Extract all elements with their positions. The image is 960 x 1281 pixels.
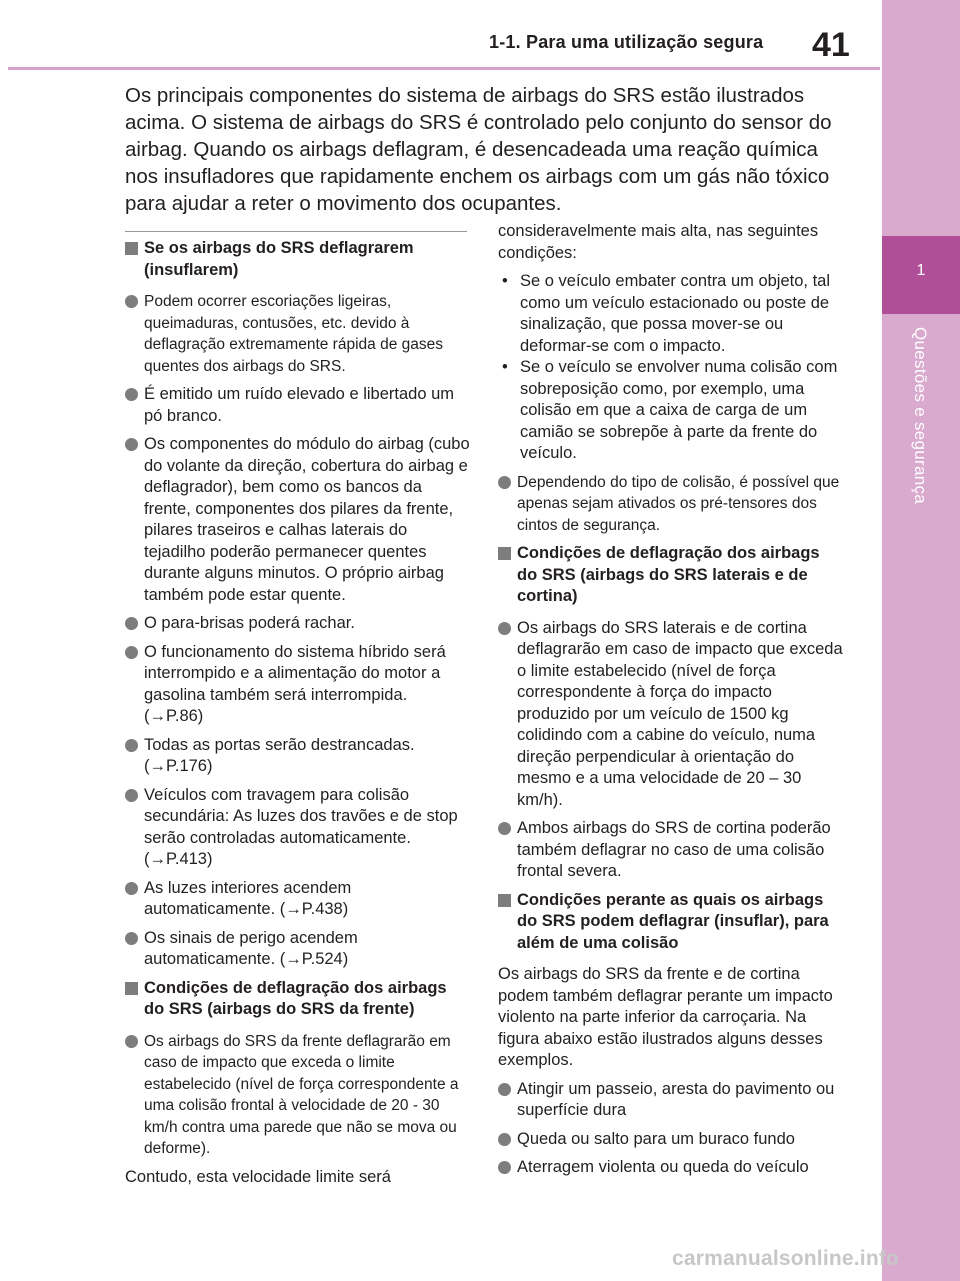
bullet-item: As luzes interiores acendem automaticamente. (→P.438) [125,878,470,921]
bullet-item: Dependendo do tipo de colisão, é possível que apenas sejam ativados os pré-tensores dos cintos de segurança. [498,472,843,537]
section-heading: Se os airbags do SRS deflagrarem (insuflarem) [125,238,470,281]
header-divider [8,67,880,70]
bullet-item: Os sinais de perigo acendem automaticamente. (→P.524) [125,928,470,971]
bullet-item: O funcionamento do sistema híbrido será interrompido e a alimentação do motor a gasolina também será interrompida. (→P.86) [125,642,470,728]
column-divider [125,231,467,232]
bullet-item: Ambos airbags do SRS de cortina poderão também deflagrar no caso de uma colisão frontal severa. [498,818,843,883]
section-heading: Condições de deflagração dos airbags do SRS (airbags do SRS laterais e de cortina) [498,543,843,608]
bullet-item: É emitido um ruído elevado e libertado um pó branco. [125,384,470,427]
dot-item: • Se o veículo embater contra um objeto, tal como um veículo estacionado ou poste de sinalização, que possa mover-se ou deformar-se com o impacto. [498,271,843,357]
section-heading: Condições de deflagração dos airbags do SRS (airbags do SRS da frente) [125,978,470,1021]
bullet-item: Atingir um passeio, aresta do pavimento ou superfície dura [498,1079,843,1122]
bullet-item: Os airbags do SRS laterais e de cortina deflagrarão em caso de impacto que exceda o limite estabelecido (nível de força correspondente à força do impacto produzido por um veículo de 1500 kg colidindo com a cabine do veículo, numa direção perpendicular à orientação do mesmo e a uma velocidade de 20 – 30 km/h). [498,618,843,812]
left-column [125,238,470,1195]
bullet-item: Os componentes do módulo do airbag (cubo do volante da direção, cobertura do airbag e deflagrador), bem como os bancos da frente, componentes dos pilares da frente, pilares traseiros e calhas laterais do tejadilho poderão permanecer quentes durante alguns minutos. O próprio airbag também pode estar quente. [125,434,470,606]
section-heading: Condições perante as quais os airbags do SRS podem deflagrar (insuflar), para além de uma colisão [498,890,843,955]
bullet-item: Aterragem violenta ou queda do veículo [498,1157,843,1179]
right-column [498,221,843,1186]
chapter-side-tab [882,0,960,1281]
body-paragraph: Contudo, esta velocidade limite será [125,1167,391,1186]
body-paragraph: consideravelmente mais alta, nas seguintes condições: [498,222,819,262]
chapter-label: Questões e segurança [911,327,930,505]
dot-item: • Se o veículo se envolver numa colisão com sobreposição como, por exemplo, uma colisão em que a caixa de carga de um camião se sobrepõe à parte da frente do veículo. [498,357,843,465]
body-paragraph: Os airbags do SRS da frente e de cortina podem também deflagrar perante um impacto violento na parte inferior da carroçaria. Na figura abaixo estão ilustrados alguns desses exemplos. [498,965,833,1069]
bullet-item: O para-brisas poderá rachar. [125,613,470,635]
watermark-text: carmanualsonline.info [672,1247,900,1270]
page-number: 41 [812,26,850,64]
chapter-number: 1 [916,262,926,279]
section-title: 1-1. Para uma utilização segura [489,32,764,52]
bullet-item: Podem ocorrer escoriações ligeiras, queimaduras, contusões, etc. devido à deflagração extremamente rápida de gases quentes dos airbags do SRS. [125,291,470,377]
bullet-item: Os airbags do SRS da frente deflagrarão em caso de impacto que exceda o limite estabelecido (nível de força correspondente a uma colisão frontal à velocidade de 20 - 30 km/h contra uma parede que não se mova ou deforme). [125,1031,470,1160]
bullet-item: Veículos com travagem para colisão secundária: As luzes dos travões e de stop serão controladas automaticamente. (→P.413) [125,785,470,871]
bullet-item: Todas as portas serão destrancadas. (→P.176) [125,735,470,778]
bullet-item: Queda ou salto para um buraco fundo [498,1129,843,1151]
intro-paragraph: Os principais componentes do sistema de airbags do SRS estão ilustrados acima. O sistema de airbags do SRS é controlado pelo conjunto do sensor do airbag. Quando os airbags deflagram, é desencadeada uma reação química nos insufladores que rapidamente enchem os airbags com um gás não tóxico para ajudar a reter o movimento dos ocupantes. [125,84,832,215]
